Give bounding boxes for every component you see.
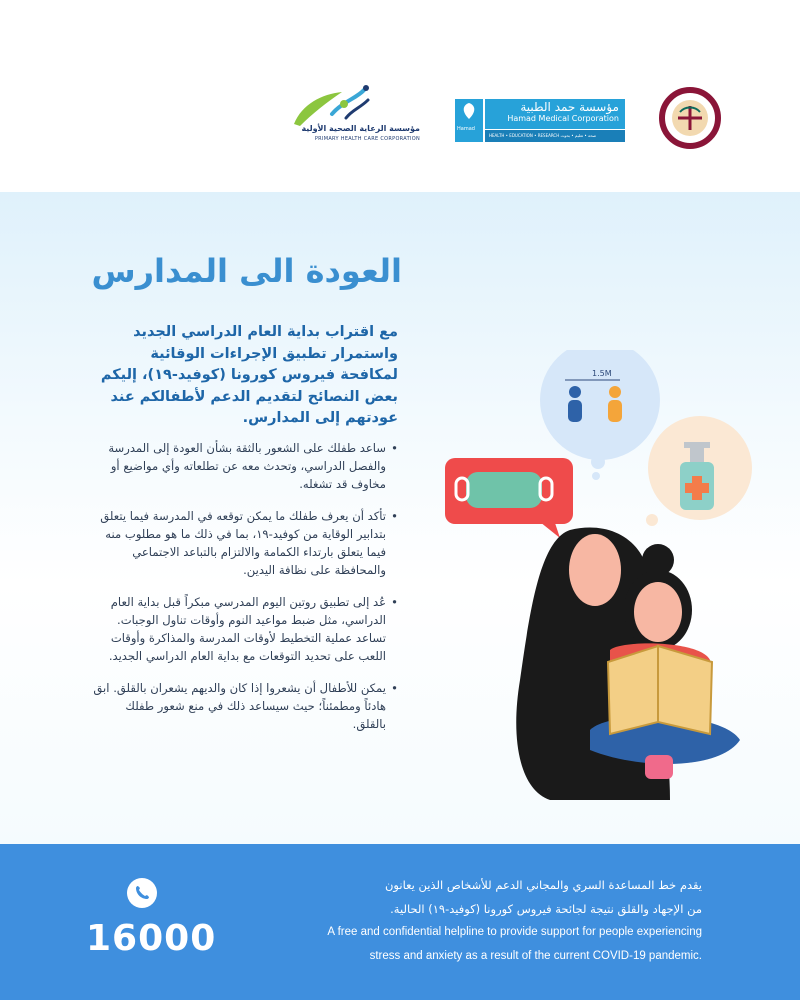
hmc-mark-label: Hamad xyxy=(457,126,475,132)
hmc-leaf-icon xyxy=(455,99,483,125)
book-icon xyxy=(608,646,712,734)
tips-list xyxy=(92,439,398,747)
bullet-dot-icon: • xyxy=(391,681,398,695)
list-item: • تأكد أن يعرف طفلك ما يمكن توقعه في المدرسة فيما يتعلق بتدابير الوقاية من كوفيد-١٩، بما في ذلك ما هو مطلوب منه فيما يتعلق بارتداء الكمامة والالتزام بالتباعد الاجتماعي والمحافظة على نظافة اليدين. xyxy=(100,509,398,577)
intro-paragraph: مع اقتراب بداية العام الدراسي الجديد واستمرار تطبيق الإجراءات الوقائية لمكافحة فيروس كورونا (كوفيد-١٩)، إليكم بعض النصائح لتقديم الدعم لأطفالكم عند عودتهم إلى المدارس. xyxy=(100,324,398,426)
helpline-text-ar-1: يقدم خط المساعدة السري والمجاني الدعم للأشخاص الذين يعانون xyxy=(384,878,702,892)
helpline-text-ar-2: من الإجهاد والقلق نتيجة لجائحة فيروس كورونا (كوفيد-١٩) الحالية. xyxy=(390,902,702,916)
bullet-dot-icon: • xyxy=(391,441,398,455)
phcc-leaf-icon xyxy=(282,84,392,128)
bullet-dot-icon: • xyxy=(391,509,398,523)
hmc-logo xyxy=(455,99,625,142)
mother-child-illustration xyxy=(420,350,760,810)
helpline-text-en-1: A free and confidential helpline to provide support for people experiencing xyxy=(327,926,702,938)
list-item: • ساعد طفلك على الشعور بالثقة بشأن العودة إلى المدرسة والفصل الدراسي، وتحدث معه عن تطلعاته وأي مواضيع أو مخاوف قد تشغله. xyxy=(108,441,398,491)
bullet-dot-icon: • xyxy=(391,595,398,609)
phcc-name-ar: مؤسسة الرعاية الصحية الأولية xyxy=(301,124,420,133)
mask-bubble xyxy=(445,458,573,538)
moph-emblem-icon xyxy=(650,84,730,152)
phcc-name-en: PRIMARY HEALTH CARE CORPORATION xyxy=(314,136,420,142)
list-item: • عُد إلى تطبيق روتين اليوم المدرسي مبكراً قبل بداية العام الدراسي، مثل ضبط مواعيد النوم وأوقات تناول الوجبات. تساعد عملية التخطيط لأوقات المدرسة والمذاكرة وأوقات اللعب على تحديد التوقعات مع بداية العام الدراسي الجديد. xyxy=(108,595,398,663)
phcc-logo xyxy=(262,84,430,150)
phone-icon xyxy=(127,878,157,908)
hmc-mark xyxy=(455,99,483,142)
hmc-name-en: Hamad Medical Corporation xyxy=(507,114,619,123)
helpline-text-en-2: stress and anxiety as a result of the current COVID-19 pandemic. xyxy=(369,950,702,962)
helpline-number: 16000 xyxy=(86,918,217,959)
distance-label: 1.5M xyxy=(592,369,612,378)
moph-logo xyxy=(650,84,730,152)
hmc-tagline: HEALTH • EDUCATION • RESEARCH صحة • تعليم • بحوث xyxy=(489,133,597,138)
list-item: • يمكن للأطفال أن يشعروا إذا كان والديهم يشعران بالقلق. ابق هادئاً ومطمئناً؛ حيث سيساعد ذلك في منع شعور طفلك بالقلق. xyxy=(93,681,398,731)
hmc-name-ar: مؤسسة حمد الطبية xyxy=(520,100,619,114)
page-title: العودة الى المدارس xyxy=(91,252,402,290)
sanitizer-bubble xyxy=(646,416,752,526)
